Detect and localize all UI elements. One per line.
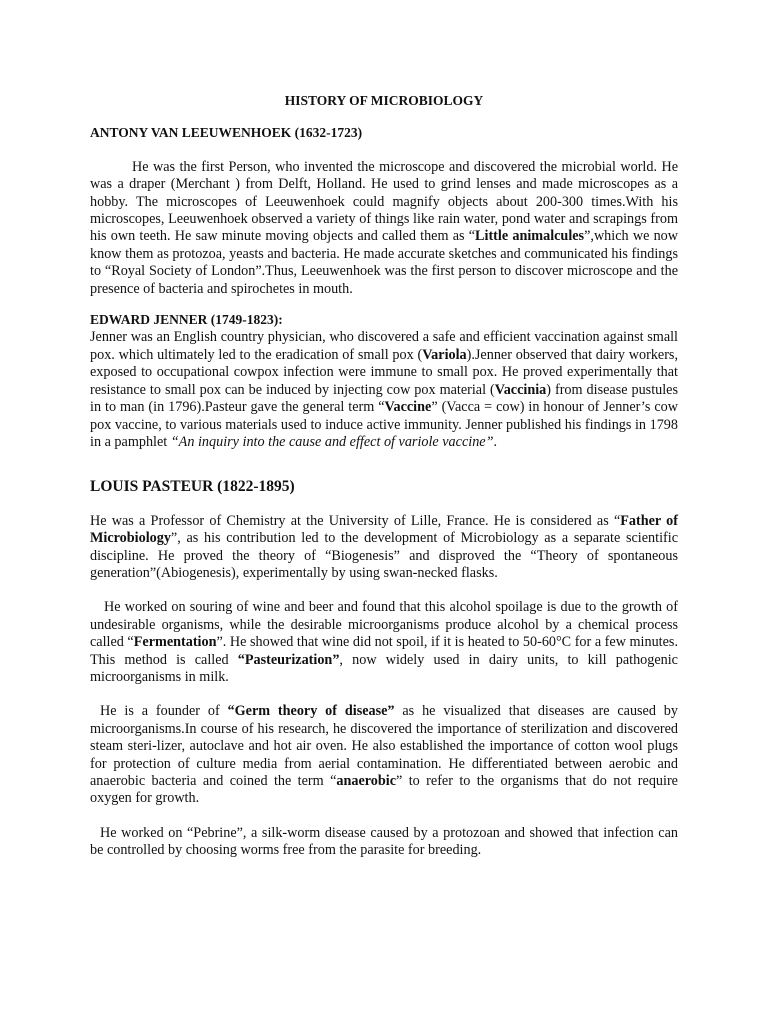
term-anaerobic: anaerobic [336, 773, 397, 789]
term-pasteurization: “Pasteurization” [237, 651, 340, 668]
term-vaccine: Vaccine [384, 399, 432, 416]
paragraph-pasteur-1: He was a Professor of Chemistry at the University of Lille, France. He is considered as “Father of Microbiology”, as his contribution led to the development of Microbiology as a separate scientific discipline. He proved the theory of “Biogenesis” and disproved the “Theory of spontaneous generation”(Abiogenesis), experimentally by using swan-necked flasks. [90, 512, 678, 581]
heading-pasteur: LOUIS PASTEUR (1822-1895) [90, 478, 295, 496]
heading-leeuwenhoek: ANTONY VAN LEEUWENHOEK (1632-1723) [90, 125, 363, 141]
paragraph-jenner: Jenner was an English country physician, who discovered a safe and efficient vaccination against small pox. which ultimately led to the eradication of small pox (Variola).Jenner observed that dairy workers, exposed to occupational cowpox infection were immune to small pox. He proved experimentally that resistance to small pox can be induced by injecting cow pox material (Vaccinia) from disease pustules in to man (in 1796).Pasteur gave the general term “Vaccine” (Vacca = cow) in honour of Jenner’s cow pox vaccine, to various materials used to induce active immunity. Jenner published his findings in 1798 in a pamphlet “An inquiry into the cause and effect of variole vaccine”. [90, 329, 678, 450]
paragraph-pasteur-3: He is a founder of “Germ theory of disease” as he visualized that diseases are caused by microorganisms.In course of his research, he discovered the importance of sterilization and discovered steam steri-lizer, autoclave and hot air oven. He also established the importance of cotton wool plugs for protection of culture media from aerial contamination. He differentiated between aerobic and anaerobic bacteria and coined the term “anaerobic” to refer to the organisms that do not require oxygen for growth. [90, 703, 678, 807]
document-title: HISTORY OF MICROBIOLOGY [284, 93, 484, 108]
term-variola: Variola [422, 346, 467, 363]
paragraph-pasteur-2: He worked on souring of wine and beer and found that this alcohol spoilage is due to the growth of undesirable organisms, while the desirable microorganisms produce alcohol by a chemical process called “Fermentation”. He showed that wine did not spoil, if it is heated to 50-60°C for a few minutes. This method is called “Pasteurization”, now widely used in dairy units, to kill pathogenic microorganisms in milk. [90, 599, 678, 685]
paragraph-leeuwenhoek: He was the first Person, who invented the microscope and discovered the microbial world. He was a draper (Merchant ) from Delft, Holland. He used to grind lenses and made microscopes as a hobby. The microscopes of Leeuwenhoek could magnify objects about 200-300 times.With his microscopes, Leeuwenhoek observed a variety of things like rain water, pond water and scrapings from his own teeth. He saw minute moving objects and called them as “Little animalcules”,which we now know them as protozoa, yeasts and bacteria. He made accurate sketches and communicated his findings to “Royal Society of London”.Thus, Leeuwenhoek was the first person to discover microscope and the presence of bacteria and spirochetes in mouth. [90, 158, 679, 297]
term-vaccinia: Vaccinia [494, 381, 547, 398]
term-germ-theory: “Germ theory of disease” [227, 703, 395, 720]
term-fermentation: Fermentation [133, 634, 217, 651]
pamphlet-title: “An inquiry into the cause and effect of variole vaccine” [170, 433, 494, 450]
heading-jenner: EDWARD JENNER (1749-1823): [90, 312, 283, 328]
term-little-animalcules: Little animalcules [475, 228, 585, 245]
term-father-of-microbiology: Father of Microbiology [90, 512, 678, 547]
paragraph-pasteur-4: He worked on “Pebrine”, a silk-worm disease caused by a protozoan and showed that infection can be controlled by choosing worms free from the parasite for breeding. [90, 824, 678, 859]
